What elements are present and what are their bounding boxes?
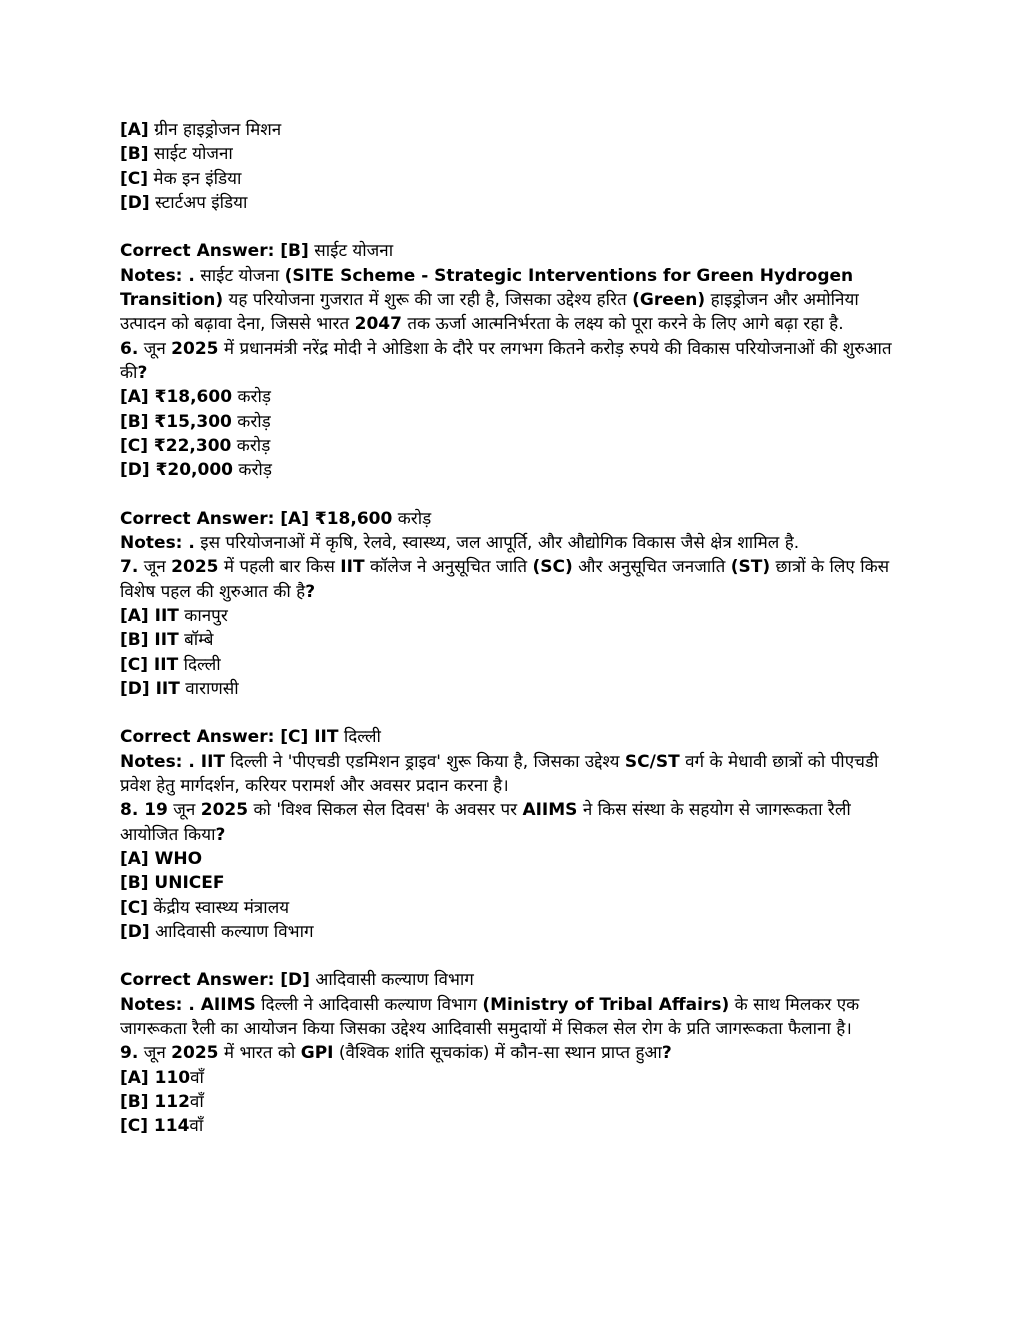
q8-option-c: [C] केंद्रीय स्वास्थ्य मंत्रालय bbox=[120, 897, 290, 918]
q7-option-b: [B] IIT बॉम्बे bbox=[120, 630, 214, 651]
q9-option-b: [B] 112वाँ bbox=[120, 1091, 204, 1112]
q6-option-d: [D] ₹20,000 करोड़ bbox=[120, 460, 272, 481]
q7-option-c: [C] IIT दिल्ली bbox=[120, 654, 221, 675]
q5-option-d: [D] स्टार्टअप इंडिया bbox=[120, 192, 248, 213]
q7-notes: Notes: . IIT दिल्ली ने 'पीएचडी एडमिशन ड्राइव' शुरू किया है, जिसका उद्देश्य SC/ST वर्ग के मेधावी छात्रों को पीएचडी प्रवेश हेतु मार्गदर्शन, करियर परामर्श और अवसर प्रदान करना है। bbox=[120, 751, 879, 797]
q8-option-a: [A] WHO bbox=[120, 848, 203, 869]
q6-option-b: [B] ₹15,300 करोड़ bbox=[120, 411, 271, 432]
q7-option-d: [D] IIT वाराणसी bbox=[120, 678, 239, 699]
q5-notes: Notes: . साईट योजना (SITE Scheme - Strategic Interventions for Green Hydrogen Transition) यह परियोजना गुजरात में शुरू की जा रही है, जिसका उद्देश्य हरित (Green) हाइड्रोजन और अमोनिया उत्पादन को बढ़ावा देना, जिससे भारत 2047 तक ऊर्जा आत्मनिर्भरता के लक्ष्य को पूरा करने के लिए आगे बढ़ा रहा है. bbox=[120, 265, 859, 335]
q6-correct-answer: Correct Answer: [A] ₹18,600 करोड़ bbox=[120, 508, 432, 529]
q6-question: 6. जून 2025 में प्रधानमंत्री नरेंद्र मोदी ने ओडिशा के दौरे पर लगभग कितने करोड़ रुपये की विकास परियोजनाओं की शुरुआत की? bbox=[120, 338, 892, 383]
q6-option-a: [A] ₹18,600 करोड़ bbox=[120, 387, 271, 408]
q8-option-d: [D] आदिवासी कल्याण विभाग bbox=[120, 921, 314, 942]
q7-question: 7. जून 2025 में पहली बार किस IIT कॉलेज ने अनुसूचित जाति (SC) और अनुसूचित जनजाति (ST) छात्रों के लिए किस विशेष पहल की शुरुआत की है? bbox=[120, 557, 890, 602]
q9-question: 9. जून 2025 में भारत को GPI (वैश्विक शांति सूचकांक) में कौन-सा स्थान प्राप्त हुआ? bbox=[120, 1043, 672, 1064]
q5-correct-answer: Correct Answer: [B] साईट योजना bbox=[120, 241, 394, 262]
q8-question: 8. 19 जून 2025 को 'विश्व सिकल सेल दिवस' के अवसर पर AIIMS ने किस संस्था के सहयोग से जागरूकता रैली आयोजित किया? bbox=[120, 800, 851, 845]
q7-option-a: [A] IIT कानपुर bbox=[120, 605, 228, 626]
q5-option-a: [A] ग्रीन हाइड्रोजन मिशन bbox=[120, 120, 282, 140]
q5-option-b: [B] साईट योजना bbox=[120, 144, 233, 165]
q7-correct-answer: Correct Answer: [C] IIT दिल्ली bbox=[120, 727, 381, 748]
q8-option-b: [B] UNICEF bbox=[120, 873, 225, 894]
q6-option-c: [C] ₹22,300 करोड़ bbox=[120, 435, 271, 456]
q9-option-a: [A] 110वाँ bbox=[120, 1067, 204, 1088]
q5-option-c: [C] मेक इन इंडिया bbox=[120, 168, 242, 189]
q9-option-c: [C] 114वाँ bbox=[120, 1116, 204, 1137]
q6-notes: Notes: . इस परियोजनाओं में कृषि, रेलवे, स्वास्थ्य, जल आपूर्ति, और औद्योगिक विकास जैसे क्षेत्र शामिल है. bbox=[120, 533, 800, 554]
q8-notes: Notes: . AIIMS दिल्ली ने आदिवासी कल्याण विभाग (Ministry of Tribal Affairs) के साथ मिलकर एक जागरूकता रैली का आयोजन किया जिसका उद्देश्य आदिवासी समुदायों में सिकल सेल रोग के प्रति जागरूकता फैलाना है। bbox=[120, 994, 860, 1039]
document-page bbox=[120, 118, 910, 1138]
q8-correct-answer: Correct Answer: [D] आदिवासी कल्याण विभाग bbox=[120, 970, 474, 991]
